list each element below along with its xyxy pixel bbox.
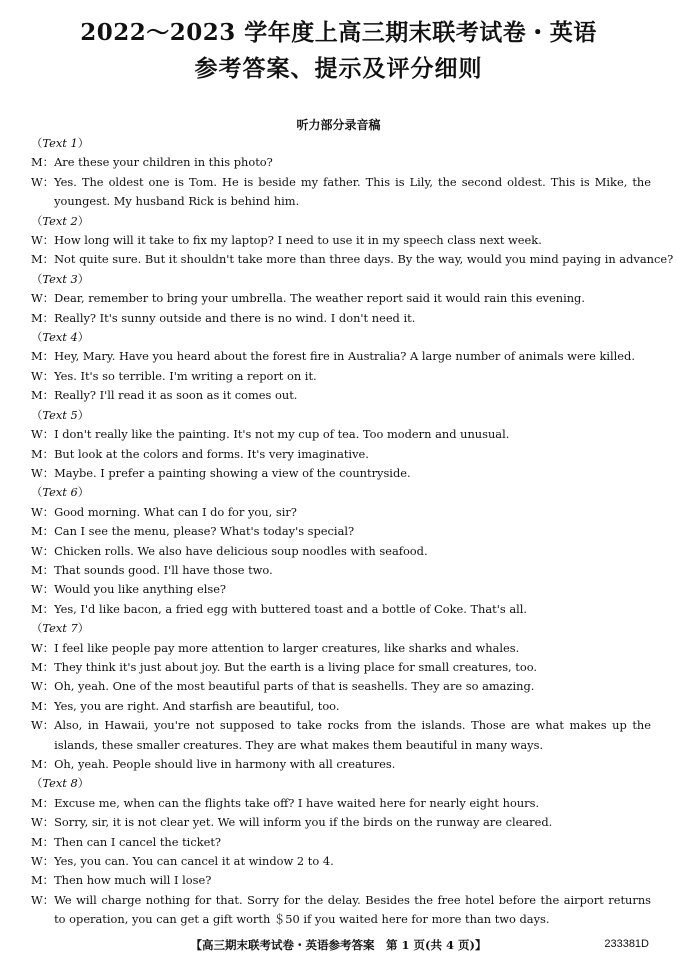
speaker-label: W： — [31, 640, 55, 655]
label-open-paren: （ — [31, 271, 43, 286]
dialogue-text: Good morning. What can I do for you, sir? — [54, 504, 297, 519]
dialogue-line — [31, 813, 651, 832]
speaker-label: M： — [31, 834, 55, 849]
dialogue-line — [31, 677, 651, 696]
dialogue-text: We will charge nothing for that. Sorry for the delay. Besides the free hotel before the airport returns to operation, you can get a gift worth ＄50 if you waited here for more than two days. — [54, 892, 651, 927]
footer-code: 233381D — [604, 938, 649, 950]
speaker-label: W： — [31, 815, 55, 830]
dialogue-line — [31, 755, 651, 774]
label-text: Text 6 — [42, 485, 78, 500]
dialogue-text: Excuse me, when can the flights take off? I have waited here for nearly eight hours. — [54, 795, 540, 810]
dialogue-line — [31, 503, 651, 522]
dialogue-line — [31, 716, 651, 755]
dialogue-line — [31, 173, 651, 212]
dialogue-line — [31, 231, 651, 250]
document-subtitle: 参考答案、提示及评分细则 — [194, 55, 483, 82]
speaker-label: W： — [31, 543, 55, 558]
speaker-label: M： — [31, 388, 55, 403]
dialogue-line — [31, 852, 651, 871]
dialogue-line — [31, 522, 651, 541]
speaker-label: W： — [31, 368, 55, 383]
dialogue-text: Yes. The oldest one is Tom. He is beside my father. This is Lily, the second oldest. This is Mike, the youngest. My husband Rick is behind him. — [54, 174, 651, 209]
label-open-paren: （ — [31, 776, 43, 791]
label-text: Text 5 — [42, 407, 78, 422]
dialogue-line — [31, 833, 651, 852]
speaker-label: W： — [31, 679, 55, 694]
dialogue-text: Also, in Hawaii, you're not supposed to take rocks from the islands. Those are what makes up the islands, these smaller creatures. They are what makes them beautiful in many ways. — [54, 718, 651, 752]
dialogue-line — [31, 600, 651, 619]
label-close-paren: ） — [77, 407, 90, 422]
speaker-label: W： — [31, 233, 55, 248]
dialogue-line — [31, 658, 651, 677]
dialogue-text: Really? It's sunny outside and there is no wind. I don't need it. — [54, 310, 416, 325]
footer-page-label: 【高三期末联考试卷・英语参考答案 第 1 页(共 4 页)】 — [190, 938, 487, 952]
dialogue-text: Yes. It's so terrible. I'm writing a report on it. — [54, 368, 317, 383]
label-text: Text 1 — [42, 136, 78, 150]
dialogue-text: But look at the colors and forms. It's very imaginative. — [54, 446, 369, 461]
dialogue-text: Not quite sure. But it shouldn't take more than three days. By the way, would you mind paying in advance? — [54, 252, 674, 267]
speaker-label: M： — [31, 873, 55, 888]
document-title: 2022～2023 学年度上高三期末联考试卷・英语 — [80, 19, 597, 46]
label-close-paren: ） — [77, 271, 90, 286]
dialogue-line — [31, 367, 651, 386]
label-close-paren: ） — [77, 213, 90, 228]
dialogue-text: That sounds good. I'll have those two. — [54, 562, 273, 577]
dialogue-text: Really? I'll read it as soon as it comes out. — [54, 388, 298, 403]
dialogue-line — [31, 871, 651, 890]
dialogue-text: Yes, I'd like bacon, a fried egg with buttered toast and a bottle of Coke. That's all. — [54, 601, 528, 616]
dialogue-text: Chicken rolls. We also have delicious soup noodles with seafood. — [54, 543, 428, 558]
speaker-label: M： — [31, 524, 55, 539]
page-footer — [0, 937, 677, 953]
dialogue-text: Then can I cancel the ticket? — [54, 834, 222, 849]
dialogue-line — [31, 891, 651, 930]
label-open-paren: （ — [31, 136, 43, 150]
speaker-label: M： — [31, 155, 55, 170]
text-number-label — [31, 774, 651, 793]
dialogue-text: Then how much will I lose? — [54, 873, 212, 888]
dialogue-text: Hey, Mary. Have you heard about the forest fire in Australia? A large number of animals were killed. — [54, 349, 635, 364]
text-number-label — [31, 483, 651, 502]
dialogue-line — [31, 250, 674, 269]
dialogue-line — [31, 464, 651, 483]
label-open-paren: （ — [31, 485, 43, 500]
dialogue-text: Maybe. I prefer a painting showing a view of the countryside. — [54, 465, 411, 480]
label-close-paren: ） — [77, 485, 90, 500]
text-number-label — [31, 328, 651, 347]
section-title: 听力部分录音稿 — [296, 118, 381, 132]
dialogue-line — [31, 347, 651, 366]
speaker-label: M： — [31, 601, 55, 616]
label-close-paren: ） — [77, 136, 90, 150]
speaker-label: W： — [31, 465, 55, 480]
text-number-label — [31, 134, 651, 153]
speaker-label: M： — [31, 795, 55, 810]
label-open-paren: （ — [31, 621, 43, 636]
speaker-label: M： — [31, 757, 55, 771]
label-text: Text 4 — [42, 330, 78, 345]
text-number-label — [31, 212, 651, 231]
label-text: Text 8 — [42, 776, 78, 791]
label-close-paren: ） — [77, 776, 90, 791]
label-text: Text 7 — [42, 621, 78, 636]
dialogue-line — [31, 445, 651, 464]
speaker-label: W： — [31, 427, 55, 442]
dialogue-line — [31, 309, 651, 328]
text-number-label — [31, 619, 651, 638]
dialogue-text: Are these your children in this photo? — [54, 155, 273, 170]
dialogue-line — [31, 153, 651, 172]
speaker-label: M： — [31, 349, 55, 364]
dialogue-text: Oh, yeah. People should live in harmony with all creatures. — [54, 757, 396, 771]
dialogue-line — [31, 639, 651, 658]
dialogue-line — [31, 289, 651, 308]
dialogue-text: I don't really like the painting. It's not my cup of tea. Too modern and unusual. — [54, 427, 510, 442]
label-open-paren: （ — [31, 407, 43, 422]
speaker-label: M： — [31, 310, 55, 325]
speaker-label: W： — [31, 892, 55, 907]
label-open-paren: （ — [31, 213, 43, 228]
dialogue-text: Can I see the menu, please? What's today's special? — [54, 524, 355, 539]
dialogue-text: Dear, remember to bring your umbrella. The weather report said it would rain this evening. — [54, 291, 585, 306]
speaker-label: W： — [31, 291, 55, 306]
dialogue-line — [31, 580, 651, 599]
speaker-label: W： — [31, 718, 55, 733]
label-open-paren: （ — [31, 330, 43, 345]
label-close-paren: ） — [77, 330, 90, 345]
text-number-label — [31, 270, 651, 289]
dialogue-line — [31, 425, 651, 444]
speaker-label: M： — [31, 698, 55, 713]
speaker-label: M： — [31, 252, 55, 267]
dialogue-line — [31, 794, 651, 813]
dialogue-text: Yes, you can. You can cancel it at window 2 to 4. — [54, 854, 334, 869]
dialogue-line — [31, 697, 651, 716]
dialogue-line — [31, 386, 651, 405]
speaker-label: M： — [31, 659, 55, 674]
dialogue-text: How long will it take to fix my laptop? I need to use it in my speech class next week. — [54, 233, 542, 248]
label-text: Text 3 — [42, 271, 78, 286]
dialogue-text: Yes, you are right. And starfish are beautiful, too. — [54, 698, 340, 713]
listening-transcript — [31, 134, 674, 930]
dialogue-text: Sorry, sir, it is not clear yet. We will inform you if the birds on the runway are cleared. — [54, 815, 553, 830]
label-text: Text 2 — [42, 213, 78, 228]
speaker-label: W： — [31, 504, 55, 519]
speaker-label: W： — [31, 854, 55, 869]
speaker-label: M： — [31, 446, 55, 461]
dialogue-text: Oh, yeah. One of the most beautiful parts of that is seashells. They are so amazing. — [54, 679, 535, 694]
dialogue-text: Would you like anything else? — [54, 582, 227, 597]
speaker-label: W： — [31, 582, 55, 597]
dialogue-text: They think it's just about joy. But the earth is a living place for small creatures, too. — [54, 659, 537, 674]
label-close-paren: ） — [77, 621, 90, 636]
dialogue-line — [31, 542, 651, 561]
text-number-label — [31, 406, 651, 425]
speaker-label: M： — [31, 562, 55, 577]
dialogue-line — [31, 561, 651, 580]
dialogue-text: I feel like people pay more attention to larger creatures, like sharks and whales. — [54, 640, 520, 655]
speaker-label: W： — [31, 174, 55, 189]
